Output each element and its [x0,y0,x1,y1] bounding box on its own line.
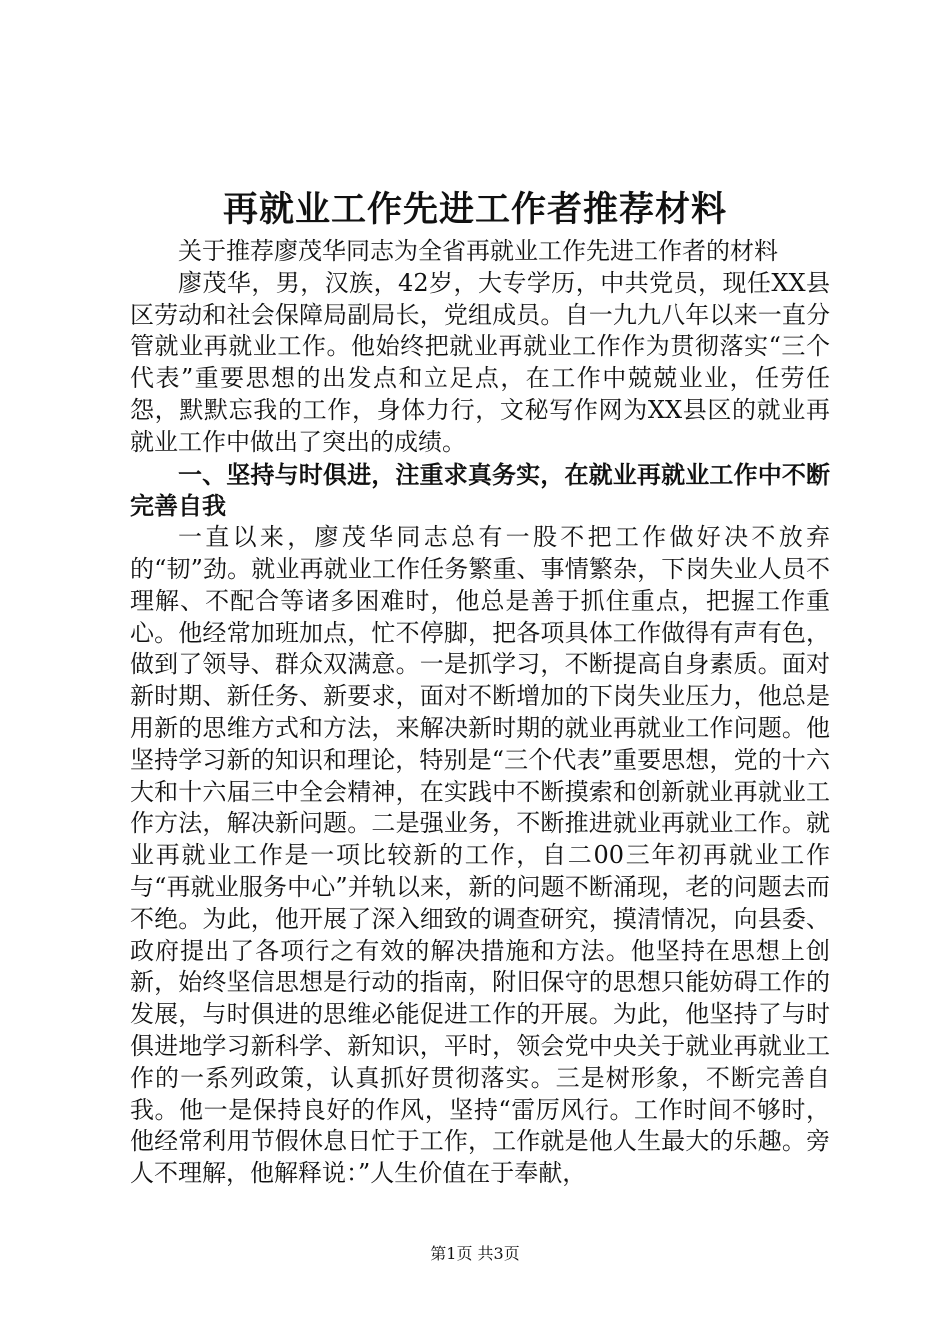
body-paragraph: 一直以来，廖茂华同志总有一股不把工作做好决不放弃的“韧”劲。就业再就业工作任务繁重、事情繁杂，下岗失业人员不理解、不配合等诸多困难时，他总是善于抓住重点，把握工作重心。他经常加班加点，忙不停脚，把各项具体工作做得有声有色，做到了领导、群众双满意。一是抓学习，不断提高自身素质。面对新时期、新任务、新要求，面对不断增加的下岗失业压力，他总是用新的思维方式和方法，来解决新时期的就业再就业工作问题。他坚持学习新的知识和理论，特别是“三个代表”重要思想，党的十六大和十六届三中全会精神，在实践中不断摸索和创新就业再就业工作方法，解决新问题。二是强业务，不断推进就业再就业工作。就业再就业工作是一项比较新的工作，自二00三年初再就业工作与“再就业服务中心”并轨以来，新的问题不断涌现，老的问题去而不绝。为此，他开展了深入细致的调查研究，摸清情况，向县委、政府提出了各项行之有效的解决措施和方法。他坚持在思想上创新，始终坚信思想是行动的指南，附旧保守的思想只能妨碍工作的发展，与时俱进的思维必能促进工作的开展。为此，他坚持了与时俱进地学习新科学、新知识，平时，领会党中央关于就业再就业工作的一系列政策，认真抓好贯彻落实。三是树形象，不断完善自我。他一是保持良好的作风，坚持“雷厉风行。工作时间不够时，他经常利用节假休息日忙于工作，工作就是他人生最大的乐趣。旁人不理解，他解释说：”人生价值在于奉献， [130,523,830,1188]
page-footer: 第1页 共3页 [430,1244,520,1263]
document-body [130,236,830,1190]
document-title: 再就业工作先进工作者推荐材料 [222,189,727,230]
subtitle-paragraph: 关于推荐廖茂华同志为全省再就业工作先进工作者的材料 [178,237,778,265]
intro-paragraph: 廖茂华，男，汉族，42岁，大专学历，中共党员，现任XX县区劳动和社会保障局副局长，党组成员。自一九九八年以来一直分管就业再就业工作。他始终把就业再就业工作作为贯彻落实“三个代表”重要思想的出发点和立足点，在工作中兢兢业业，任劳任怨，默默忘我的工作，身体力行，文秘写作网为XX县区的就业再就业工作中做出了突出的成绩。 [130,268,830,456]
section-heading: 一、坚持与时俱进，注重求真务实，在就业再就业工作中不断完善自我 [130,459,830,521]
